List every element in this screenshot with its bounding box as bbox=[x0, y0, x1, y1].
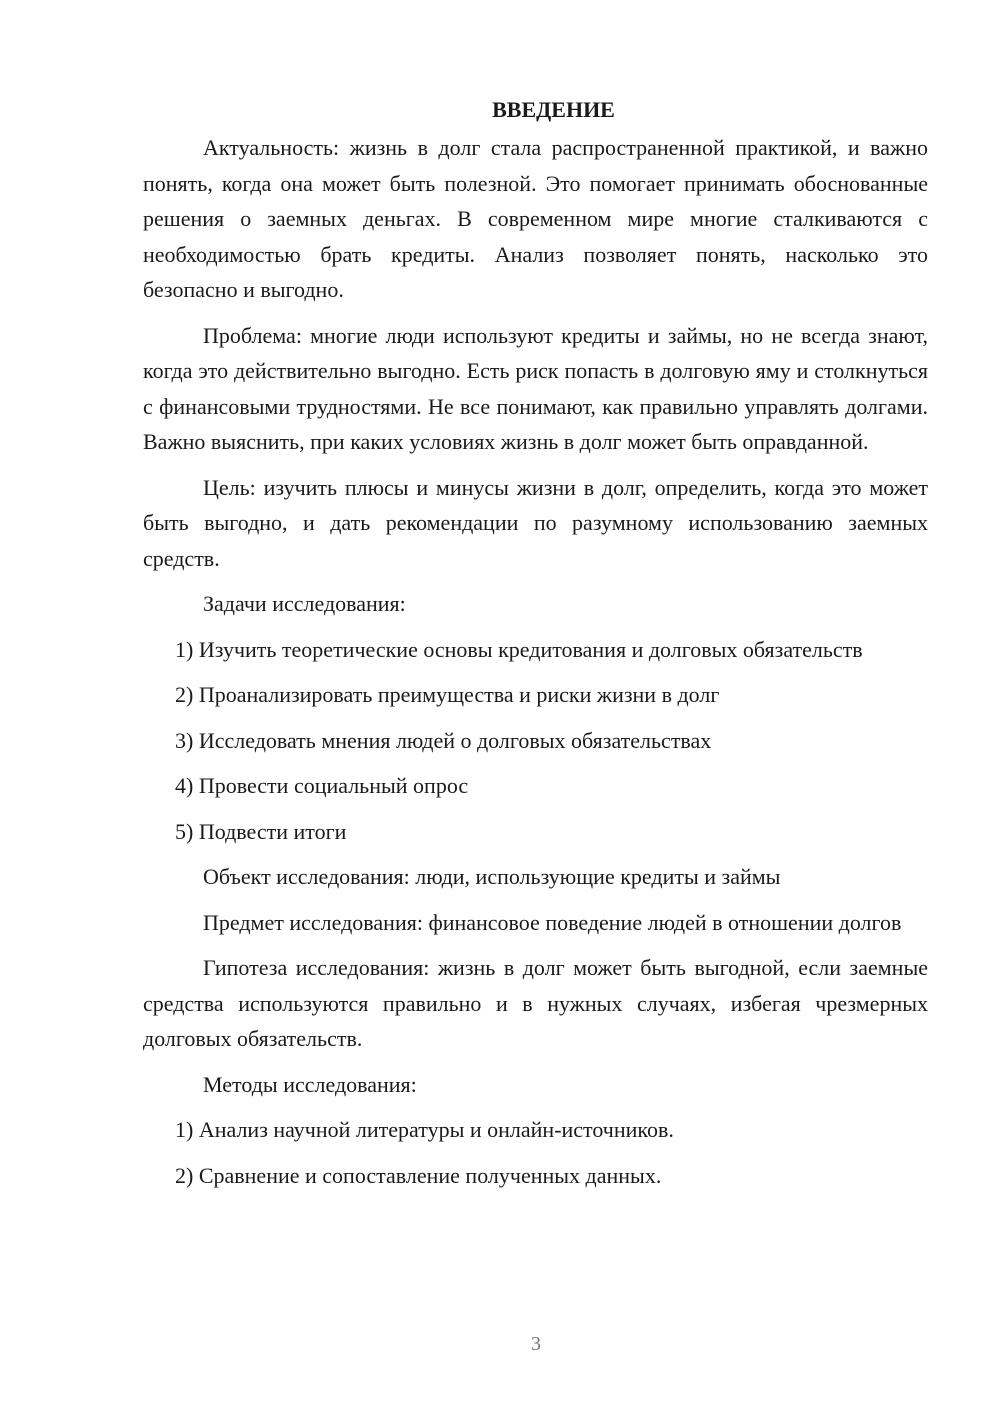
method-item-2: 2) Сравнение и сопоставление полученных данных. bbox=[175, 1162, 662, 1188]
hypothesis-paragraph: Гипотеза исследования: жизнь в долг может быть выгодной, если заемные средства используются правильно и в нужных случаях, избегая чрезмерных долговых обязательств. bbox=[143, 955, 928, 1051]
methods-heading: Методы исследования: bbox=[203, 1071, 417, 1097]
page-title: ВВЕДЕНИЕ bbox=[492, 97, 615, 122]
relevance-paragraph: Актуальность: жизнь в долг стала распространенной практикой, и важно понять, когда она может быть полезной. Это помогает принимать обоснованные решения о заемных деньгах. В современном мире многие сталкиваются с необходимостью брать кредиты. Анализ позволяет понять, насколько это безопасно и выгодно. bbox=[143, 135, 928, 302]
task-item-2: 2) Проанализировать преимущества и риски жизни в долг bbox=[175, 682, 720, 707]
goal-paragraph: Цель: изучить плюсы и минусы жизни в долг, определить, когда это может быть выгодно, и дать рекомендации по разумному использованию заемных средств. bbox=[143, 474, 928, 571]
task-item-3: 3) Исследовать мнения людей о долговых обязательствах bbox=[175, 727, 712, 753]
tasks-heading: Задачи исследования: bbox=[203, 591, 406, 616]
tasks-list bbox=[143, 632, 928, 850]
subject-paragraph: Предмет исследования: финансовое поведение людей в отношении долгов bbox=[203, 909, 902, 935]
task-item-4: 4) Провести социальный опрос bbox=[175, 773, 469, 798]
problem-paragraph: Проблема: многие люди используют кредиты и займы, но не всегда знают, когда это действительно выгодно. Есть риск попасть в долговую яму и столкнуться с финансовыми трудностями. Не все понимают, как правильно управлять долгами. Важно выяснить, при каких условиях жизнь в долг может быть оправданной. bbox=[143, 322, 928, 454]
object-paragraph: Объект исследования: люди, использующие кредиты и займы bbox=[203, 864, 781, 889]
page-number: 3 bbox=[531, 1333, 541, 1355]
task-item-5: 5) Подвести итоги bbox=[175, 818, 347, 844]
methods-list bbox=[143, 1112, 928, 1193]
task-item-1: 1) Изучить теоретические основы кредитования и долговых обязательств bbox=[175, 636, 863, 662]
method-item-1: 1) Анализ научной литературы и онлайн-источников. bbox=[175, 1117, 674, 1142]
